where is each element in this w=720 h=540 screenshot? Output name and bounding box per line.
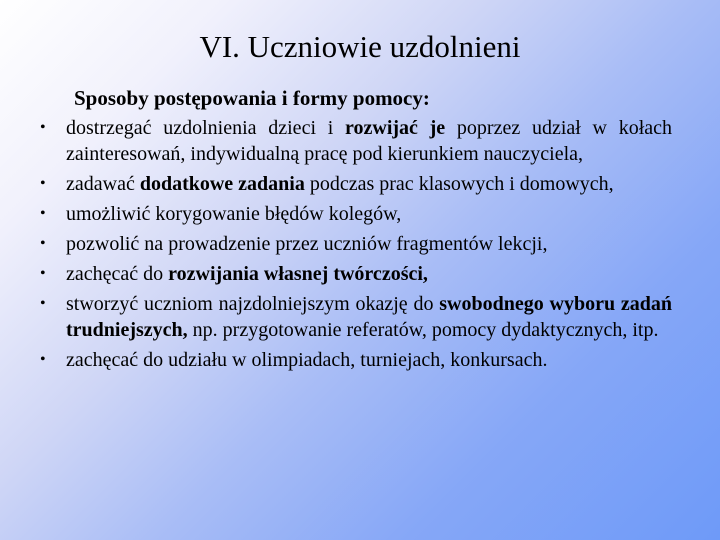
- bullet-list: [38, 115, 672, 377]
- list-item: [38, 171, 672, 197]
- slide-title: VI. Uczniowie uzdolnieni: [199, 29, 521, 64]
- list-item: [38, 261, 672, 287]
- list-item: [38, 115, 672, 167]
- bullet-icon: •: [40, 295, 46, 312]
- list-item-text: stworzyć uczniom najzdolniejszym okazję do: [66, 293, 440, 315]
- list-item-text: podczas prac klasowych i domowych,: [304, 173, 614, 195]
- list-item-text: zadawać: [66, 173, 140, 195]
- list-item-bold-text: swobodnego wyboru zadań trudniejszych,: [66, 293, 672, 341]
- list-item-bold-text: rozwijania własnej twórczości,: [168, 263, 428, 285]
- bullet-icon: •: [40, 351, 46, 368]
- bullet-icon: •: [40, 205, 46, 222]
- list-item-text: zachęcać do udziału w olimpiadach, turniejach, konkursach.: [66, 349, 548, 371]
- list-item-bold-text: rozwijać je: [345, 117, 446, 139]
- list-item-bold-text: dodatkowe zadania: [139, 173, 305, 195]
- list-item-text: umożliwić korygowanie błędów kolegów,: [66, 203, 402, 225]
- list-item: [38, 291, 672, 343]
- list-item-text: dostrzegać uzdolnienia dzieci i: [66, 117, 345, 139]
- list-item-text: poprzez udział w kołach zainteresowań, indywidualną pracę pod kierunkiem nauczyciela,: [66, 117, 673, 165]
- bullet-icon: •: [40, 175, 46, 192]
- list-item-text: np. przygotowanie referatów, pomocy dydaktycznych, itp.: [187, 319, 659, 341]
- list-item: [38, 231, 672, 257]
- bullet-icon: •: [40, 265, 46, 282]
- subtitle-rest: postępowania i formy pomocy:: [148, 86, 430, 110]
- subtitle-bold: Sposoby: [74, 86, 149, 110]
- bullet-icon: •: [40, 235, 46, 252]
- slide-subtitle: [74, 84, 430, 112]
- list-item-text: pozwolić na prowadzenie przez uczniów fragmentów lekcji,: [66, 233, 548, 255]
- list-item-text: zachęcać do: [66, 263, 169, 285]
- bullet-icon: •: [40, 119, 46, 136]
- list-item: [38, 201, 672, 227]
- list-item: [38, 347, 672, 373]
